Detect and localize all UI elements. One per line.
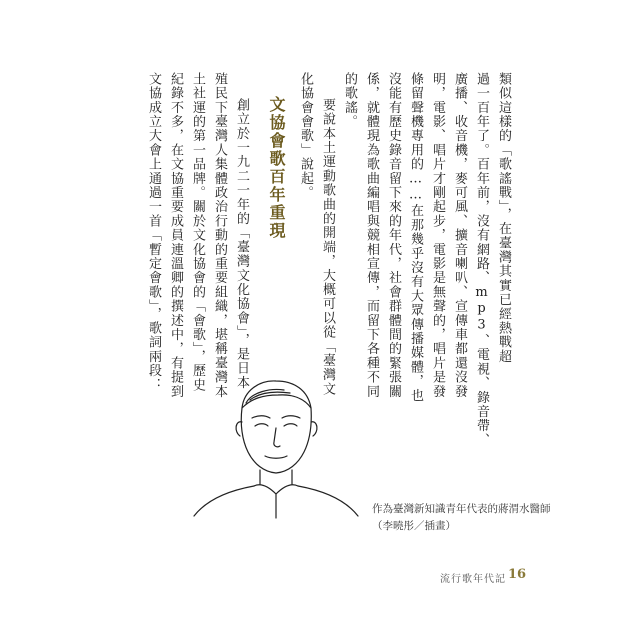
body-column: 要說本土運動歌曲的開端，大概可以從「臺灣文 xyxy=(320,98,335,397)
figure-credit: （李曉彤／插畫） xyxy=(372,520,456,532)
page-number: 16 xyxy=(508,567,527,582)
body-column: 過一百年了。百年前，沒有網路、mp3、電視、錄音帶、 xyxy=(474,72,489,448)
body-column: 類似這樣的「歌謠戰」，在臺灣其實已經熱戰超 xyxy=(496,72,511,364)
figure-caption: 作為臺灣新知識青年代表的蔣渭水醫師 xyxy=(372,503,551,515)
body-column: 文協成立大會上通過一首「暫定會歌」，歌詞兩段： xyxy=(146,72,161,393)
body-column: 土社運的第一品牌。關於文化協會的「會歌」，歷史 xyxy=(190,72,205,393)
body-column: 殖民下臺灣人集體政治行動的重要組織，堪稱臺灣本 xyxy=(212,72,227,399)
body-column: 明，電影、唱片才剛起步，電影是無聲的，唱片是發 xyxy=(430,72,445,399)
body-column: 沒能有歷史錄音留下來的年代，社會群體間的緊張關 xyxy=(386,72,401,399)
portrait-sketch xyxy=(180,370,370,520)
section-heading: 文協會歌百年重現 xyxy=(267,96,286,240)
body-column: 紀錄不多，在文協重要成員連溫卿的撰述中，有提到 xyxy=(168,72,183,399)
body-column: 廣播、收音機，麥可風、擴音喇叭、宣傳車都還沒發 xyxy=(452,72,467,399)
portrait-illustration xyxy=(180,370,370,520)
body-column: 創立於一九二一年的「臺灣文化協會」，是日本 xyxy=(234,98,249,390)
running-footer-title: 流行歌年代記 xyxy=(440,574,506,585)
body-column: 化協會會歌」說起。 xyxy=(298,72,313,200)
body-column: 係，就體現為歌曲編唱與競相宣傳，而留下各種不同 xyxy=(364,72,379,399)
body-column: 條留聲機專用的……在那幾乎沒有大眾傳播媒體，也 xyxy=(408,72,423,403)
body-column: 的歌謠。 xyxy=(342,72,357,129)
